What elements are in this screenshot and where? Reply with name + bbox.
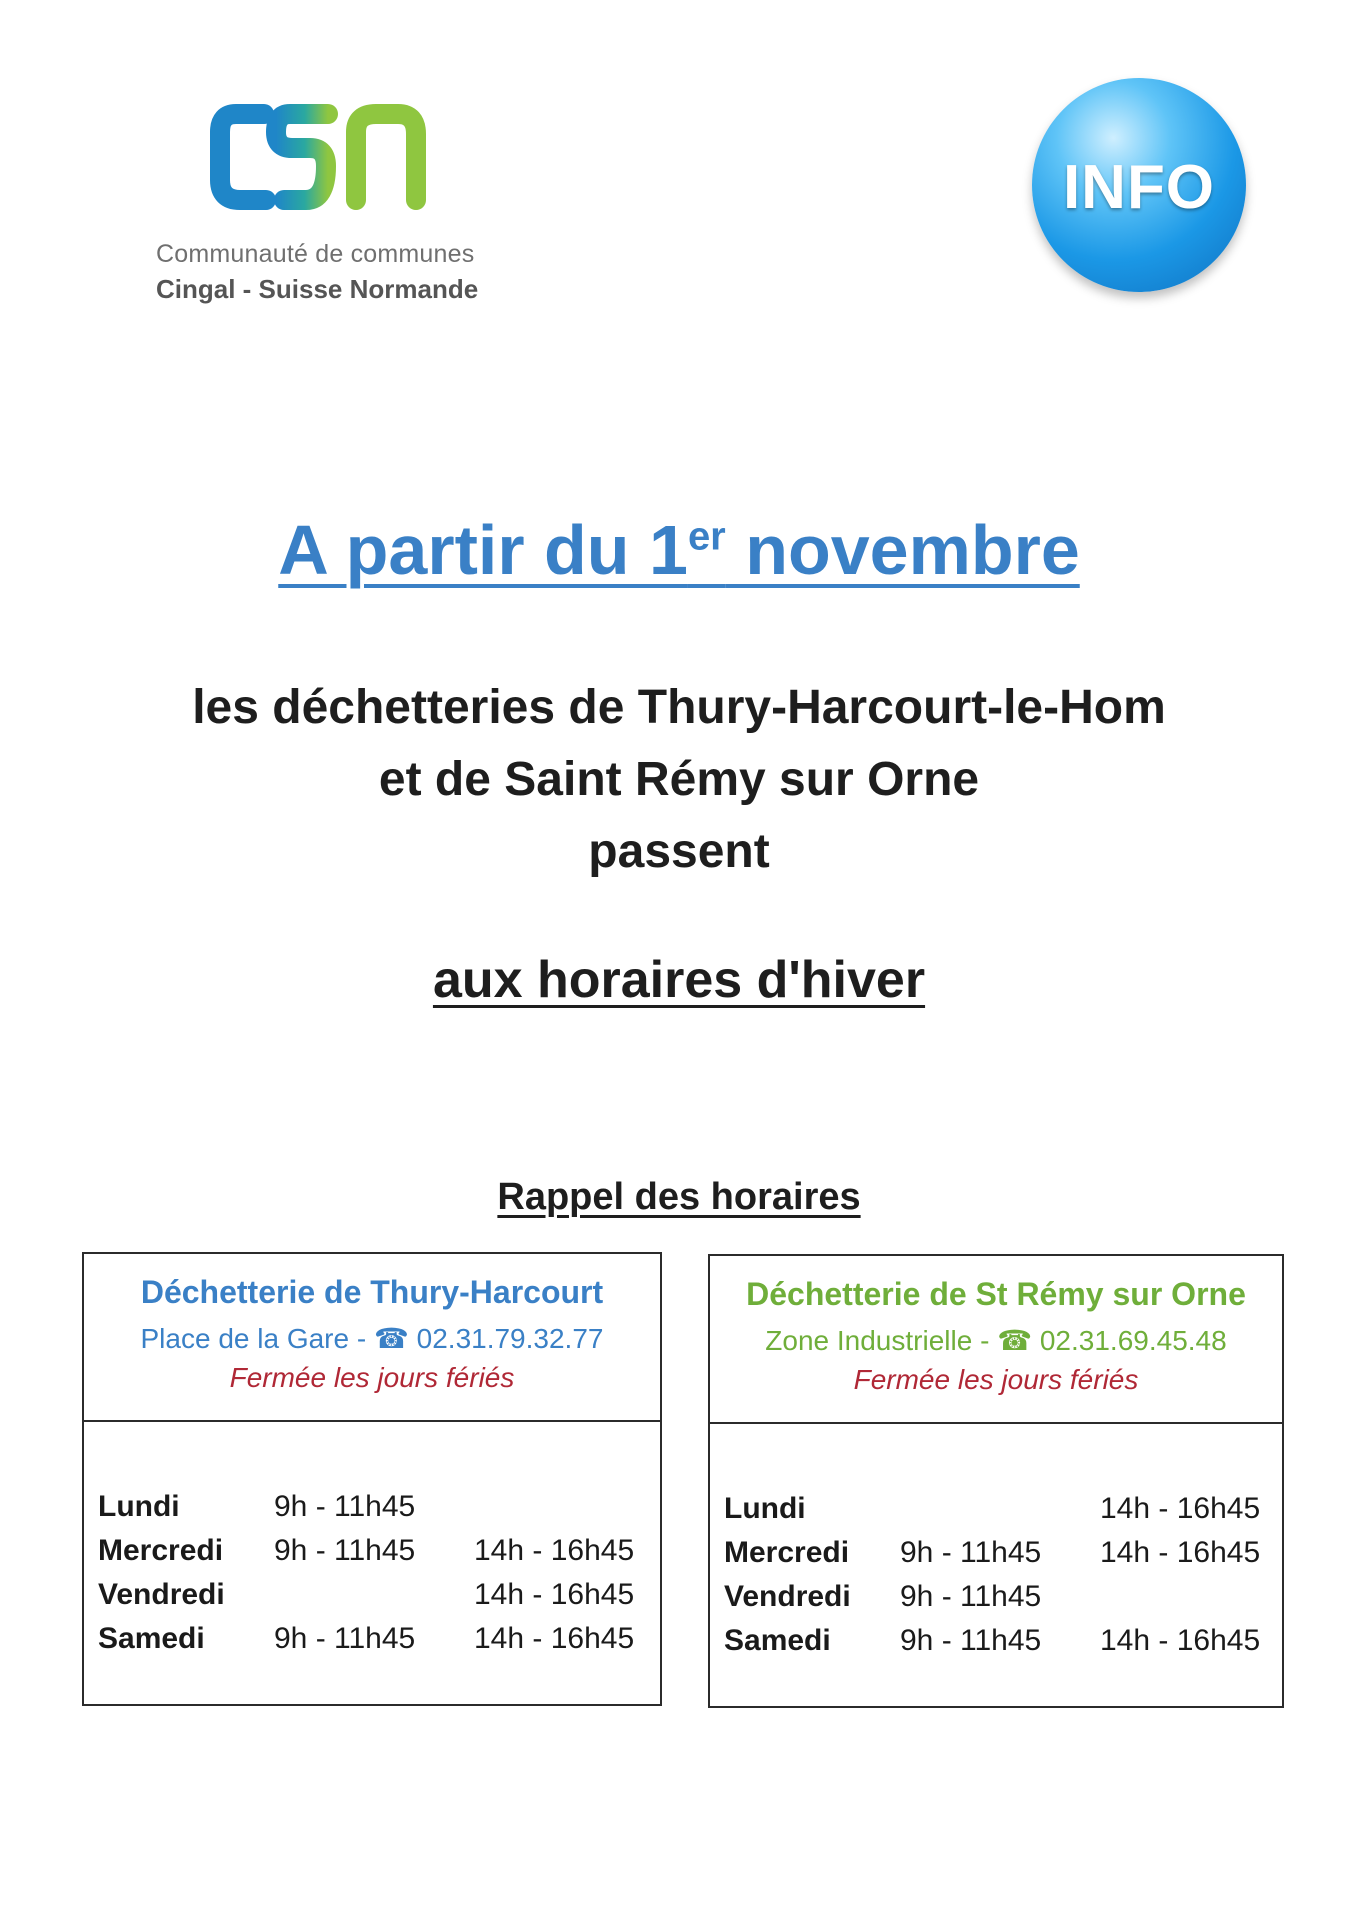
body-line1: les déchetteries de Thury-Harcourt-le-Hom [192,681,1166,734]
body-line2: et de Saint Rémy sur Orne [378,753,980,806]
schedule-row [98,1534,646,1578]
morning-hours: 9h - 11h45 [274,1534,416,1567]
site-title: Déchetterie de Thury-Harcourt [140,1274,604,1310]
address-separator: - [356,1323,367,1354]
schedule-row [724,1580,1268,1624]
phone-number: 02.31.79.32.77 [416,1323,604,1354]
phone-icon: ☎ [997,1325,1033,1356]
winter-hours-heading: aux horaires d'hiver [432,951,926,1009]
afternoon-hours: 14h - 16h45 [474,1578,635,1611]
schedule-row [98,1490,646,1534]
afternoon-hours: 14h - 16h45 [474,1622,635,1655]
schedule-row [98,1622,646,1666]
headline-sup: er [687,514,726,559]
day-label: Mercredi [724,1536,850,1569]
address-text: Zone Industrielle [765,1325,973,1356]
headline-main: A partir du 1 [278,511,688,589]
site-card-header [710,1256,1282,1424]
morning-hours: 9h - 11h45 [274,1490,416,1523]
schedule-row [98,1578,646,1622]
phone-number: 02.31.69.45.48 [1039,1325,1227,1356]
morning-hours: 9h - 11h45 [274,1622,416,1655]
day-label: Lundi [724,1492,806,1525]
afternoon-hours: 14h - 16h45 [1100,1624,1261,1657]
morning-hours: 9h - 11h45 [900,1536,1042,1569]
day-label: Vendredi [98,1578,225,1611]
schedule-table [98,1490,646,1666]
closed-notice: Fermée les jours fériés [229,1362,515,1393]
site-address [84,1322,660,1355]
day-label: Mercredi [98,1534,224,1567]
schedule-table [724,1492,1268,1668]
site-card-thury-harcourt [82,1252,662,1706]
csn-logo [150,92,495,307]
schedule-row [724,1624,1268,1668]
phone-icon: ☎ [373,1323,409,1354]
site-card-st-remy [708,1254,1284,1708]
csn-logo-mark [206,92,436,222]
day-label: Vendredi [724,1580,851,1613]
afternoon-hours: 14h - 16h45 [1100,1536,1261,1569]
info-bubble-icon [1032,78,1246,292]
morning-hours: 9h - 11h45 [900,1624,1042,1657]
day-label: Samedi [98,1622,205,1655]
schedule-heading: Rappel des horaires [497,1176,861,1218]
headline-end: novembre [725,511,1080,589]
address-text: Place de la Gare [140,1323,350,1354]
site-address [710,1324,1282,1357]
info-label: INFO [1062,153,1216,222]
schedule-row [724,1492,1268,1536]
headline [0,510,1358,590]
body-line3: passent [588,825,770,878]
address-separator: - [980,1325,990,1356]
closed-notice: Fermée les jours fériés [853,1364,1139,1395]
site-card-header [84,1254,660,1422]
logo-text-line1: Communauté de communes [156,240,475,268]
morning-hours: 9h - 11h45 [900,1580,1042,1613]
afternoon-hours: 14h - 16h45 [1100,1492,1261,1525]
day-label: Samedi [724,1624,831,1657]
schedule-row [724,1536,1268,1580]
day-label: Lundi [98,1490,180,1523]
afternoon-hours: 14h - 16h45 [474,1534,635,1567]
site-title: Déchetterie de St Rémy sur Orne [746,1276,1246,1312]
logo-text-line2: Cingal - Suisse Normande [156,274,479,304]
